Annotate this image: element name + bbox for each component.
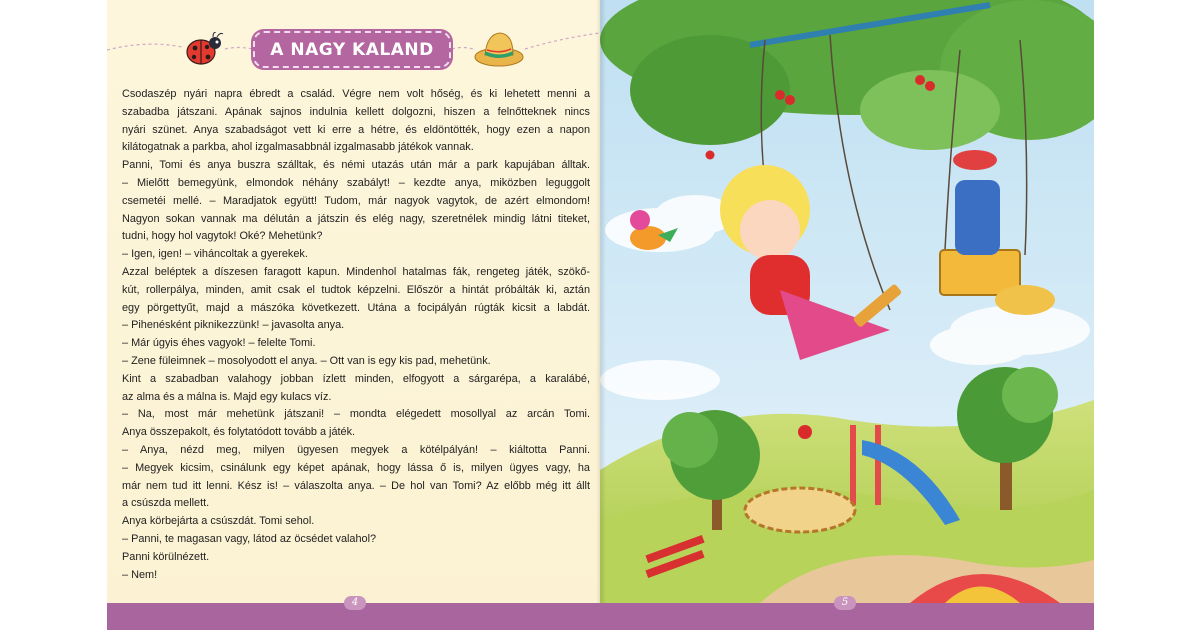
story-line: – Mielőtt bemegyünk, elmondok néhány szabályt! – kezdte anya, miközben leguggolt xyxy=(122,176,590,189)
story-line: – Nem! xyxy=(122,568,158,581)
story-text xyxy=(122,86,590,584)
playground-illustration xyxy=(600,0,1094,603)
story-line: – Igen, igen! – viháncoltak a gyerekek. xyxy=(122,248,308,261)
story-line: a csúszda mellett. xyxy=(122,497,210,510)
story-line: Panni körülnézett. xyxy=(122,550,210,563)
story-line: – Már úgyis éhes vagyok! – felelte Tomi. xyxy=(122,337,316,350)
page-number-left: 4 xyxy=(344,596,366,610)
story-line: kilátogatnak a parkba, ahol izgalmasabbnál izgalmasabb játékok vannak. xyxy=(122,141,474,154)
story-line: Csodaszép nyári napra ébredt a család. Végre nem volt hőség, és ki lehetett menni a xyxy=(122,88,590,100)
story-line: – Na, most már mehetünk játszani! – mondta elégedett mosollyal az arcán Tomi. xyxy=(122,408,590,421)
story-line: csemetéi mellé. – Maradjatok együtt! Tudom, már nagyok vagytok, de azért elmondom! xyxy=(122,194,590,207)
story-line: – Zene füleimnek – mosolyodott el anya. – Ott van is egy kis pad, mehetünk. xyxy=(122,354,491,367)
story-line: szabadba játszani. Apának sajnos indulnia kellett dolgozni, hiszen a felnőtteknek nincs xyxy=(122,105,590,118)
story-line: – Megyek kicsim, csinálunk egy képet apának, hogy lássa ő is, milyen ügyes vagy, ha xyxy=(122,461,590,474)
illustration-page xyxy=(600,0,1094,603)
story-line: nyári szünet. Anya szabadságot vett ki erre a hétre, és eldöntötték, hogy ezen a napon xyxy=(122,123,590,136)
story-line: Anya összepakolt, és folytatódott tovább a játék. xyxy=(122,426,356,439)
book-spread xyxy=(107,0,1094,630)
footer-bar xyxy=(107,603,1094,630)
story-line: Kint a szabadban valahogy jobban ízlett minden, elfogyott a sárgarépa, a karalábé, xyxy=(122,372,590,385)
story-line: kút, rollerpálya, minden, amit csak el tudtok képzelni. Először a hintát próbálták ki, aztán xyxy=(122,283,590,296)
page-gutter xyxy=(596,0,606,603)
story-line: – Anya, nézd meg, milyen ügyesen megyek a kötélpályán! – kiáltotta Panni. xyxy=(122,443,590,456)
straw-hat-icon xyxy=(473,28,525,70)
left-page xyxy=(107,0,600,603)
title-plate xyxy=(253,31,451,68)
story-line: – Panni, te magasan vagy, látod az öcsédet valahol? xyxy=(122,532,377,545)
page-title: A NAGY KALAND xyxy=(270,39,434,60)
story-line: egy pörgettyűt, majd a mászóka következett. Utána a focipályán rúgták kicsit a labdát. xyxy=(122,301,590,314)
story-line: már nem tud itt lenni. Kész is! – válaszolta anya. – De hol van Tomi? Az előbb még itt állt xyxy=(122,479,590,492)
story-line: az alma és a málna is. Majd egy kulacs víz. xyxy=(122,390,332,403)
story-line: Nagyon sokan vannak ma délután a játszin és elég nagy, szeretnélek mindig látni titeket, xyxy=(122,212,590,225)
story-line: Azzal beléptek a díszesen faragott kapun. Mindenhol hatalmas fák, rengeteg játék, szökő- xyxy=(122,265,590,278)
story-line: tudni, hogy hol vagytok! Oké? Mehetünk? xyxy=(122,230,323,243)
ladybug-icon xyxy=(183,32,225,68)
story-line: Anya körbejárta a csúszdát. Tomi sehol. xyxy=(122,515,315,528)
story-line: Panni, Tomi és anya buszra szálltak, és némi utazás után már a park kapujában álltak. xyxy=(122,159,590,172)
story-line: – Pihenésként piknikezzünk! – javasolta anya. xyxy=(122,319,345,332)
page-number-right: 5 xyxy=(834,596,856,610)
